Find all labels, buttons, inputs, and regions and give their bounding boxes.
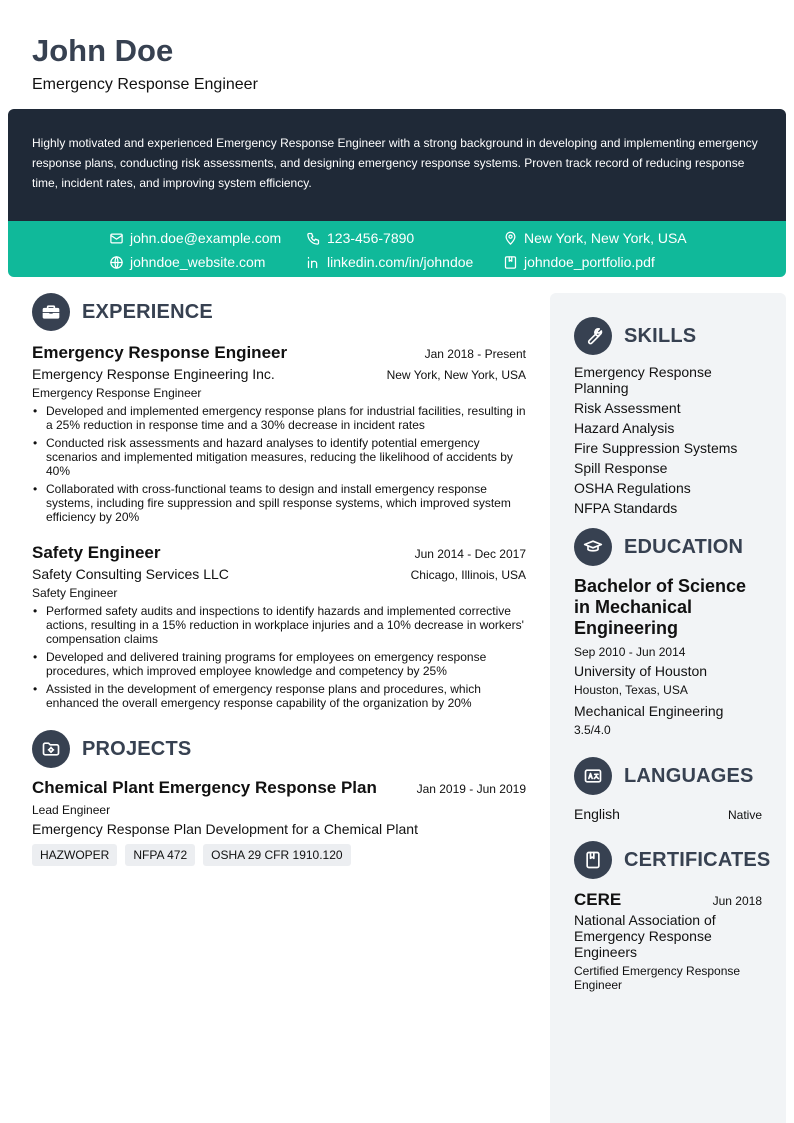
skill-item: NFPA Standards: [574, 500, 678, 516]
language-level: Native: [727, 808, 762, 822]
education-date: Sep 2010 - Jun 2014: [574, 645, 686, 659]
education-field: Mechanical Engineering: [574, 703, 724, 719]
skill-item: Emergency Response Planning: [574, 364, 712, 396]
certificate-issuer: National Association of Emergency Response Engineers: [574, 912, 716, 960]
languages-header: [574, 757, 762, 795]
bookmark-book-icon: [574, 841, 612, 879]
contact-portfolio-text: johndoe_portfolio.pdf: [524, 254, 655, 270]
certificate-name: CERE: [574, 890, 622, 909]
projects-header: [32, 730, 526, 768]
job-date: Jan 2018 - Present: [424, 347, 526, 361]
education-title: EDUCATION: [624, 535, 744, 558]
skills-title: SKILLS: [624, 324, 697, 347]
main-column: [32, 293, 526, 866]
skill-item: Fire Suppression Systems: [574, 440, 738, 456]
contact-bar: [8, 221, 786, 277]
skill-item: Risk Assessment: [574, 400, 681, 416]
bookmark-book-icon: [503, 255, 518, 270]
certificates-title: CERTIFICATES: [624, 848, 771, 871]
contact-website[interactable]: [109, 253, 265, 271]
phone-icon: [306, 231, 321, 246]
contact-portfolio[interactable]: [503, 253, 655, 271]
map-pin-icon: [503, 231, 518, 246]
project-date: Jan 2019 - Jun 2019: [416, 782, 526, 796]
project-description: Emergency Response Plan Development for a Chemical Plant: [32, 821, 418, 837]
education-item: [574, 576, 762, 739]
briefcase-icon: [32, 293, 70, 331]
translate-icon: [574, 757, 612, 795]
project-tag: OSHA 29 CFR 1910.120: [203, 844, 350, 866]
education-gpa: 3.5/4.0: [574, 723, 611, 737]
job-role: Safety Engineer: [32, 586, 118, 600]
experience-title: EXPERIENCE: [82, 300, 213, 323]
summary-panel: [8, 109, 786, 221]
contact-phone-text: 123-456-7890: [327, 230, 415, 246]
contact-linkedin[interactable]: [306, 253, 473, 271]
folder-icon: [32, 730, 70, 768]
contact-linkedin-text: linkedin.com/in/johndoe: [327, 254, 474, 270]
contact-email-text: john.doe@example.com: [130, 230, 282, 246]
contact-location-text: New York, New York, USA: [524, 230, 687, 246]
certificate-description: Certified Emergency Response Engineer: [574, 964, 741, 992]
sidebar-column: [550, 293, 786, 1123]
job-location: New York, New York, USA: [386, 368, 526, 382]
education-degree: Bachelor of Science in Mechanical Engineering: [574, 576, 747, 638]
globe-icon: [109, 255, 124, 270]
job-company: Safety Consulting Services LLC: [32, 566, 229, 582]
job-title: Safety Engineer: [32, 543, 161, 562]
project-tags: [32, 844, 526, 866]
job-bullets: [32, 604, 526, 710]
language-name: English: [574, 806, 620, 822]
experience-item: [32, 542, 526, 710]
certificate-item: [574, 889, 762, 992]
job-bullet: • Collaborated with cross-functional teams to design and install emergency response systems, including fire suppression and spill response systems, which improved system efficiency by 20%: [32, 482, 526, 524]
contact-location[interactable]: [503, 229, 687, 247]
job-bullets: [32, 404, 526, 524]
languages-title: LANGUAGES: [624, 764, 754, 787]
project-item: [32, 777, 526, 866]
job-bullet: • Assisted in the development of emergency response plans and procedures, which enhanced the overall emergency response capability of the organization by 20%: [32, 682, 526, 710]
education-header: [574, 528, 762, 566]
job-date: Jun 2014 - Dec 2017: [414, 547, 526, 561]
skills-list: [574, 364, 762, 516]
project-tag: HAZWOPER: [32, 844, 117, 866]
job-company: Emergency Response Engineering Inc.: [32, 366, 275, 382]
language-item: [574, 804, 762, 824]
contact-phone[interactable]: [306, 229, 414, 247]
project-role: Lead Engineer: [32, 803, 111, 817]
job-bullet: • Conducted risk assessments and hazard analyses to identify potential emergency scenarios and implemented mitigation measures, reducing the likelihood of accidents by 40%: [32, 436, 526, 478]
certificate-date: Jun 2018: [712, 894, 762, 908]
contact-website-text: johndoe_website.com: [130, 254, 266, 270]
job-location: Chicago, Illinois, USA: [410, 568, 526, 582]
job-bullet: • Developed and delivered training programs for employees on emergency response procedures, which improved employee knowledge and competency by 25%: [32, 650, 526, 678]
experience-header: [32, 293, 526, 331]
wrench-icon: [574, 317, 612, 355]
linkedin-icon: [306, 255, 321, 270]
job-role: Emergency Response Engineer: [32, 386, 202, 400]
project-tag: NFPA 472: [125, 844, 195, 866]
education-school: University of Houston: [574, 663, 708, 679]
candidate-title: Emergency Response Engineer: [32, 76, 258, 93]
graduation-cap-icon: [574, 528, 612, 566]
experience-item: [32, 342, 526, 524]
job-title: Emergency Response Engineer: [32, 343, 288, 362]
candidate-name: John Doe: [32, 33, 174, 68]
project-title: Chemical Plant Emergency Response Plan: [32, 778, 377, 797]
certificates-header: [574, 841, 771, 879]
summary-text: Highly motivated and experienced Emergency Response Engineer with a strong background in developing and implementing emergency response plans, conducting risk assessments, and designing emergency response systems. Proven track record of reducing response time, incident rates, and improving system efficiency.: [32, 136, 758, 190]
skills-header: [574, 317, 762, 355]
contact-email[interactable]: [109, 229, 281, 247]
skill-item: OSHA Regulations: [574, 480, 691, 496]
mail-icon: [109, 231, 124, 246]
job-bullet: • Developed and implemented emergency response plans for industrial facilities, resulting in a 25% reduction in response time and a 30% decrease in incident rates: [32, 404, 526, 432]
education-location: Houston, Texas, USA: [574, 683, 688, 697]
resume-header: [32, 32, 762, 95]
job-bullet: • Performed safety audits and inspections to identify hazards and implemented corrective actions, resulting in a 15% reduction in workplace injuries and a 10% decrease in workers' compensation claims: [32, 604, 526, 646]
projects-title: PROJECTS: [82, 737, 192, 760]
skill-item: Spill Response: [574, 460, 668, 476]
skill-item: Hazard Analysis: [574, 420, 675, 436]
